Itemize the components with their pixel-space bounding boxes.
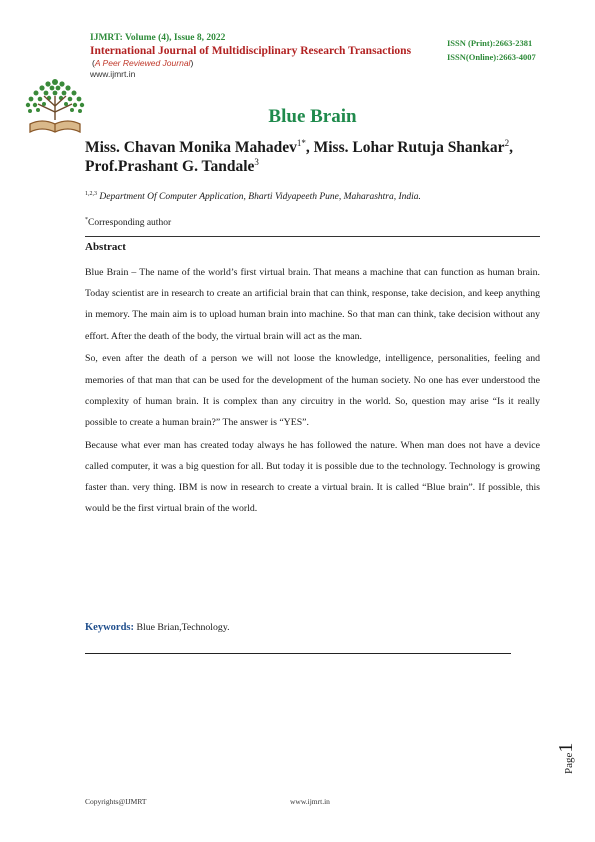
journal-header [90,33,411,80]
affiliation [85,192,421,202]
divider-top [85,236,540,237]
divider-bottom [85,653,511,654]
peer-close-paren: ) [190,58,194,68]
author-1-name: Miss. Chavan Monika Mahadev [85,139,297,156]
author-2-affiliation: 2 [504,138,510,148]
issn-block [447,36,536,64]
page-number-value: 1 [555,742,577,753]
volume-issue: IJMRT: Volume (4), Issue 8, 2022 [90,33,226,43]
peer-open-paren: ( [92,58,95,68]
author-2-name: Miss. Lohar Rutuja Shankar [313,139,505,156]
keywords-label: Keywords: [85,622,134,633]
page-number [552,730,582,775]
peer-reviewed-note [90,58,411,69]
author-separator: , [305,139,314,156]
peer-reviewed-text: A Peer Reviewed Journal [94,58,191,68]
keywords-value: Blue Brian,Technology. [134,622,230,633]
issn-print: ISSN (Print):2663-2381 [447,38,533,48]
corresponding-marker: * [85,217,88,223]
journal-url[interactable]: www.ijmrt.in [90,69,136,79]
affiliation-marker: 1,2,3 [85,191,97,197]
affiliation-text: Department Of Computer Application, Bharti Vidyapeeth Pune, Maharashtra, India. [97,192,421,202]
author-1-affiliation: 1* [296,138,306,148]
corresponding-text: Corresponding author [88,218,172,228]
author-3-name: Prof.Prashant G. Tandale [85,158,255,175]
corresponding-author-note [85,218,171,228]
author-list [85,138,555,176]
abstract-heading: Abstract [85,241,126,253]
journal-name: International Journal of Multidisciplinary Research Transactions [90,45,412,57]
paper-title: Blue Brain [268,106,357,127]
abstract-paragraph-3: Because what ever man has created today always he has followed the nature. When man does not have a device called computer, it was a big question for all. But today it is possible due to the technology. Technology is growing faster than. very thing. IBM is now in research to create a virtual brain. It is called “Blue brain”. If possible, this would be the first virtual brain of the world. [85,439,540,515]
author-3-affiliation: 3 [254,157,259,167]
page-word: Page [563,752,575,774]
footer-url[interactable]: www.ijmrt.in [290,797,330,806]
abstract-paragraph-2: So, even after the death of a person we will not loose the knowledge, intelligence, personalities, feeling and memories of that man that can be used for the development of the human society. No one has ever understood the complexity of human brain. It is complex than any circuitry in the world. So, question may arise “Is it really possible to create a human brain?” The answer is “YES”. [85,353,540,428]
abstract-paragraph-1: Blue Brain – The name of the world’s first virtual brain. That means a machine that can function as human brain. Today scientist are in research to create an artificial brain that can think, response, take decision, and keep anything in memory. The main aim is to upload human brain into machine. So that man can think, take decision without any effort. After the death of the body, the virtual brain will act as the man. [85,267,540,342]
issn-online: ISSN(Online):2663-4007 [447,52,536,62]
abstract-body [85,262,540,521]
keywords [85,622,230,633]
author-separator: , [509,139,513,156]
footer-copyright: Copyrights@IJMRT [85,797,147,806]
